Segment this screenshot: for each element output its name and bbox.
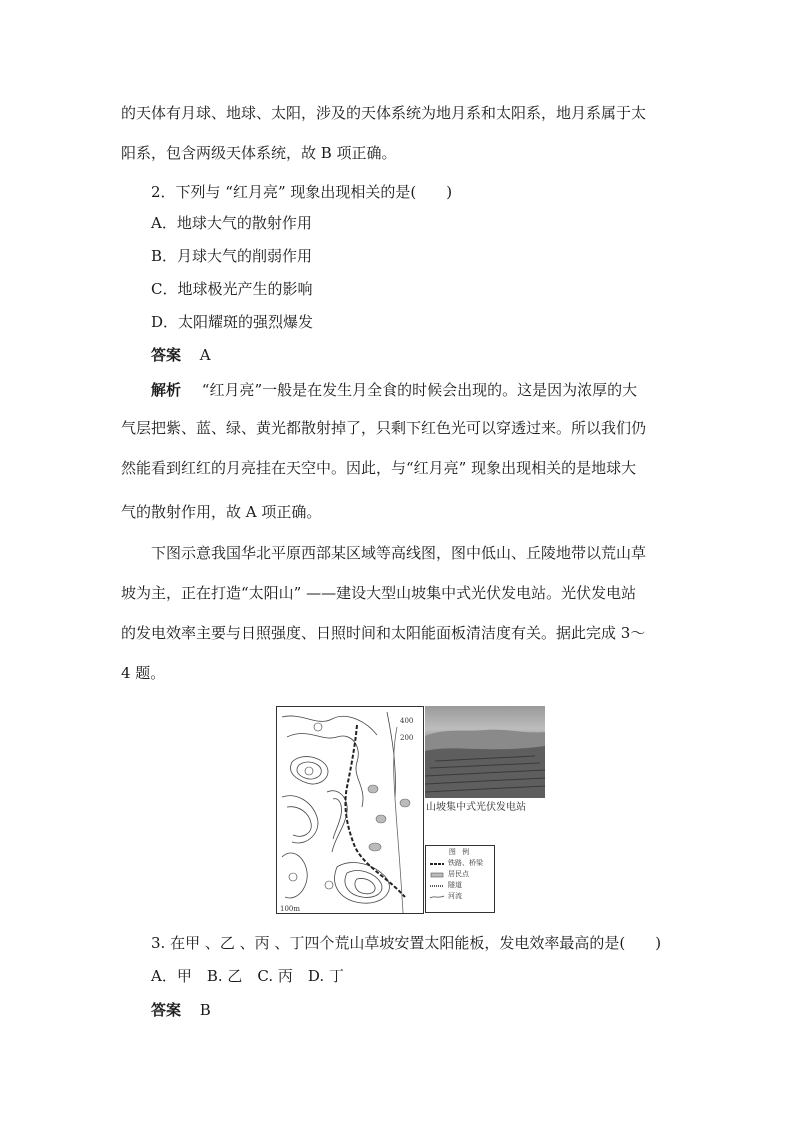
legend-label: 河流 <box>448 892 462 900</box>
legend-item <box>430 881 494 890</box>
contour-line <box>287 807 311 837</box>
marker-circle <box>289 873 297 881</box>
contour-line <box>282 716 377 735</box>
railway-bridge-icon <box>430 861 444 867</box>
river-line <box>394 727 403 913</box>
contour-line <box>333 799 342 839</box>
answer-value: A <box>199 346 211 364</box>
analysis-label: 解析 <box>151 381 182 399</box>
contour-label: 100m <box>280 905 300 913</box>
intro-line: 4 题。 <box>121 664 166 682</box>
legend-label: 居民点 <box>448 870 469 878</box>
legend-item <box>430 870 494 879</box>
question-3-options: A．甲 B. 乙 C. 丙 D. 丁 <box>151 967 344 985</box>
photo-caption: 山坡集中式光伏发电站 <box>426 802 526 813</box>
settlement-marker <box>400 799 410 807</box>
marker-circle <box>305 767 313 775</box>
legend-label: 铁路、桥梁 <box>448 859 483 867</box>
analysis-line: 然能看到红红的月亮挂在天空中。因此，与“红月亮” 现象出现相关的是地球大 <box>121 459 637 477</box>
settlement-marker <box>376 815 386 823</box>
question-2: 2．下列与 “红月亮” 现象出现相关的是( ) <box>151 183 453 201</box>
marker-circle <box>314 723 322 731</box>
analysis-line: 气的散射作用，故 A 项正确。 <box>121 503 322 521</box>
settlement-marker <box>369 843 381 851</box>
tunnel-icon <box>430 883 444 889</box>
analysis-line <box>151 380 637 400</box>
intro-line: 下图示意我国华北平原西部某区域等高线图，图中低山、丘陵地带以荒山草 <box>151 544 647 562</box>
legend-title: 图 例 <box>448 848 472 856</box>
answer-label: 答案 <box>151 346 182 364</box>
analysis-text: “红月亮”一般是在发生月全食的时候会出现的。这是因为浓厚的大 <box>201 381 638 399</box>
text-line: 的天体有月球、地球、太阳，涉及的天体系统为地月系和太阳系，地月系属于太 <box>121 104 647 122</box>
contour-line <box>282 853 307 898</box>
answer-row <box>151 345 211 365</box>
river-icon <box>430 894 444 900</box>
settlement-marker <box>368 785 378 793</box>
contour-line <box>287 733 363 807</box>
text-line: 阳系，包含两级天体系统，故 B 项正确。 <box>121 144 397 162</box>
answer-row <box>151 1000 211 1020</box>
solar-station-photo <box>425 706 545 798</box>
figure <box>276 706 546 914</box>
intro-line: 的发电效率主要与日照强度、日照时间和太阳能面板清洁度有关。据此完成 3～ <box>121 624 646 642</box>
option-a: A．地球大气的散射作用 <box>151 214 312 232</box>
analysis-line: 气层把紫、蓝、绿、黄光都散射掉了，只剩下红色光可以穿透过来。所以我们仍 <box>121 419 647 437</box>
contour-line <box>355 878 375 893</box>
contour-label: 200 <box>400 734 414 742</box>
contour-line <box>290 757 328 784</box>
option-c: C．地球极光产生的影响 <box>151 280 313 298</box>
marker-circle <box>325 881 333 889</box>
contour-map <box>276 706 424 914</box>
answer-value: B <box>199 1001 211 1019</box>
contour-map-svg <box>277 707 423 913</box>
answer-label: 答案 <box>151 1001 182 1019</box>
option-b: B．月球大气的削弱作用 <box>151 247 313 265</box>
legend-item <box>430 892 494 901</box>
question-3: 3. 在甲 、乙 、丙 、丁四个荒山草坡安置太阳能板，发电效率最高的是( ) <box>151 934 662 952</box>
map-legend <box>425 845 495 913</box>
contour-label: 400 <box>400 717 414 725</box>
legend-label: 隧道 <box>448 881 462 889</box>
option-d: D．太阳耀斑的强烈爆发 <box>151 313 314 331</box>
settlement-icon <box>430 872 444 878</box>
contour-line <box>327 791 347 852</box>
contour-line <box>297 762 321 779</box>
contour-line <box>282 796 318 843</box>
photo-svg <box>425 706 545 798</box>
legend-item <box>430 859 494 868</box>
intro-line: 坡为主，正在打造“太阳山” ——建设大型山坡集中式光伏发电站。光伏发电站 <box>121 584 637 602</box>
